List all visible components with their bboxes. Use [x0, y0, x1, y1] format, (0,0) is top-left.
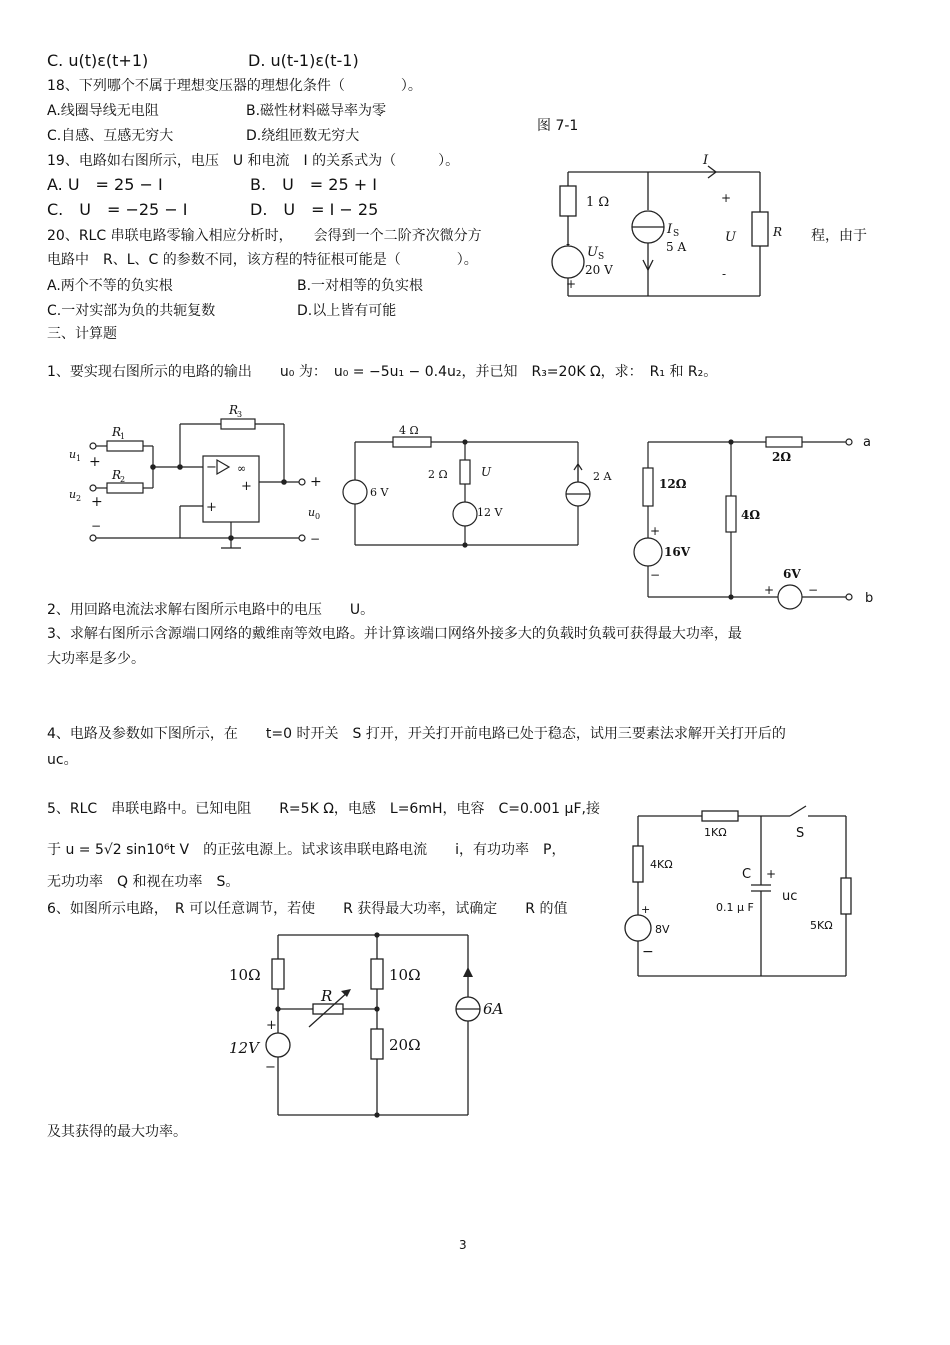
section-3-heading: 三、计算题 [47, 326, 117, 342]
opamp-u2-label: u [69, 488, 77, 501]
switch-uc-label: uc [782, 889, 798, 904]
calc-6-line-2: 及其获得的最大功率。 [47, 1124, 187, 1140]
q20-option-d: D.以上皆有可能 [297, 303, 397, 319]
maxp-r20-label: 20Ω [389, 1036, 421, 1054]
fig71-us-label: U [587, 245, 598, 260]
q19-option-a: A. U = 25 − I [47, 175, 163, 194]
opamp-r3-label: R [229, 403, 239, 417]
fig71-us-minus: - [566, 237, 571, 251]
thev-r4-label: 4Ω [741, 508, 761, 522]
opamp-u2-plus: + [91, 494, 103, 510]
q20-stem-2: 电路中 R、L、C 的参数不同，该方程的特征根可能是（ ）。 [47, 252, 478, 268]
maxp-v12-minus: − [265, 1060, 276, 1075]
thev-terminal-a: a [863, 435, 871, 450]
opamp-r2-sub: 2 [120, 475, 126, 484]
opamp-output-plus: + [241, 479, 252, 494]
fig71-current-label: I [703, 153, 709, 168]
thev-v6-plus: + [764, 583, 775, 597]
fig71-is-sub: S [673, 229, 680, 239]
fig71-r1-label: 1 Ω [586, 195, 610, 210]
calc-4-line-2: uc。 [47, 752, 78, 768]
q18-option-b: B.磁性材料磁导率为零 [246, 103, 387, 119]
opamp-r3-sub: 3 [237, 410, 243, 419]
fig71-us-plus: + [566, 277, 577, 291]
mesh-v6-label: 6 V [370, 486, 389, 499]
switch-v8-minus: − [642, 944, 654, 960]
fig71-is-value: 5 A [666, 240, 687, 254]
mesh-r2-label: 2 Ω [428, 468, 448, 481]
switch-s-label: S [796, 826, 805, 841]
calc-5-line-1: 5、RLC 串联电路中。已知电阻 R=5K Ω，电感 L=6mH，电容 C=0.001 μF,接 [47, 801, 600, 817]
thev-r12-label: 12Ω [659, 477, 687, 491]
mesh-v12-label: 12 V [477, 506, 503, 519]
switch-cap-label: C [742, 867, 752, 882]
opamp-u1-sub: 1 [76, 454, 82, 463]
thev-v6-label: 6V [783, 567, 801, 581]
mesh-a2-label: 2 A [593, 470, 612, 483]
calc-5-line-3: 无功功率 Q 和视在功率 S。 [47, 874, 240, 890]
q19-option-d: D. U = I − 25 [250, 200, 379, 219]
mesh-r4-label: 4 Ω [399, 424, 419, 437]
q18-option-c: C.自感、互感无穷大 [47, 128, 174, 144]
q20-option-a: A.两个不等的负实根 [47, 278, 173, 294]
opamp-inverting-minus: − [206, 460, 217, 475]
q18-option-d: D.绕组匝数无穷大 [246, 128, 360, 144]
q18-option-a: A.线圈导线无电阻 [47, 103, 159, 119]
fig71-us-value: 20 V [585, 263, 613, 277]
fig71-voltage-minus: - [722, 267, 727, 281]
mesh-u-label: U [481, 465, 492, 479]
q19-option-b: B. U = 25 + I [250, 175, 377, 194]
opamp-u0-sub: 0 [315, 512, 321, 521]
switch-v8-plus: + [641, 903, 651, 916]
thev-v16-minus: − [650, 568, 661, 582]
opamp-circuit [65, 400, 330, 560]
opamp-u0-minus: − [310, 532, 321, 546]
switch-v8-label: 8V [655, 923, 670, 936]
maxp-r10a-label: 10Ω [229, 966, 261, 984]
q19-stem: 19、电路如右图所示，电压 U 和电流 I 的关系式为（ ）。 [47, 153, 460, 169]
opamp-r1-sub: 1 [120, 432, 126, 441]
page-number: 3 [459, 1238, 467, 1252]
opamp-u0-label: u [308, 506, 316, 519]
thev-terminal-b: b [865, 591, 874, 606]
opamp-noninverting-plus: + [206, 500, 217, 515]
q18-stem: 18、下列哪个不属于理想变压器的理想化条件（ ）。 [47, 78, 422, 94]
switch-r5k-label: 5KΩ [810, 919, 833, 932]
q20-option-b: B.一对相等的负实根 [297, 278, 424, 294]
calc-2: 2、用回路电流法求解右图所示电路中的电压 U。 [47, 602, 375, 618]
q20-stem-1: 20、RLC 串联电路零输入相应分析时， 会得到一个二阶齐次微分方 [47, 228, 482, 244]
figure-7-1-circuit [548, 150, 783, 300]
switch-r1k-label: 1KΩ [704, 826, 727, 839]
q20-option-c: C.一对实部为负的共轭复数 [47, 303, 216, 319]
opamp-infinity: ∞ [237, 462, 247, 475]
opamp-u2-sub: 2 [76, 494, 82, 503]
calc-1: 1、要实现右图所示的电路的输出 u₀ 为： u₀ = −5u₁ − 0.4u₂，并已知 R₃=20K Ω，求： R₁ 和 R₂。 [47, 364, 718, 380]
maxp-r10b-label: 10Ω [389, 966, 421, 984]
thev-v6-minus: − [808, 583, 819, 597]
opamp-input-minus: − [91, 519, 102, 533]
q20-stem-1-end: 程，由于 [811, 228, 867, 244]
fig71-caption: 图 7-1 [537, 118, 579, 134]
max-power-circuit [225, 925, 515, 1125]
thev-v16-plus: + [650, 524, 661, 538]
opamp-r2-label: R [112, 468, 122, 482]
fig71-us-sub: S [598, 252, 605, 262]
fig71-is-label: I [667, 222, 673, 237]
calc-3-line-2: 大功率是多少。 [47, 651, 145, 667]
mesh-circuit [335, 420, 620, 552]
calc-4-line-1: 4、电路及参数如下图所示，在 t=0 时开关 S 打开，开关打开前电路已处于稳态，试用三要素法求解开关打开后的 [47, 726, 786, 742]
thevenin-circuit [620, 420, 882, 610]
opamp-u1-label: u [69, 448, 77, 461]
opamp-r1-label: R [112, 425, 122, 439]
calc-3-line-1: 3、求解右图所示含源端口网络的戴维南等效电路。并计算该端口网络外接多大的负载时负载可获得最大功率，最 [47, 626, 742, 642]
opamp-u0-plus: + [310, 474, 322, 490]
opamp-u1-plus: + [89, 454, 101, 470]
maxp-v12-label: 12V [229, 1039, 259, 1057]
q17-option-d: D. u(t-1)ε(t-1) [248, 51, 359, 70]
thev-v16-label: 16V [664, 545, 691, 559]
fig71-rl-label: R [773, 225, 783, 239]
calc-5-line-2: 于 u = 5√2 sin10⁶t V 的正弦电源上。试求该串联电路电流 i，有功功率 P， [47, 842, 566, 858]
thev-r2-label: 2Ω [772, 450, 792, 464]
calc-6-line-1: 6、如图所示电路， R 可以任意调节，若使 R 获得最大功率，试确定 R 的值 [47, 901, 568, 917]
q17-option-c: C. u(t)ε(t+1) [47, 51, 149, 70]
fig71-voltage-plus: + [721, 191, 732, 205]
switch-r4k-label: 4KΩ [650, 858, 673, 871]
q19-option-c: C. U = −25 − I [47, 200, 188, 219]
switch-cap-value: 0.1 μ F [716, 901, 754, 914]
maxp-r-label: R [321, 987, 333, 1005]
maxp-v12-plus: + [266, 1018, 277, 1033]
fig71-voltage-label: U [725, 230, 736, 245]
switch-cap-plus: + [766, 867, 777, 881]
maxp-a6-label: 6A [483, 1000, 504, 1018]
switch-rc-circuit [620, 790, 870, 990]
